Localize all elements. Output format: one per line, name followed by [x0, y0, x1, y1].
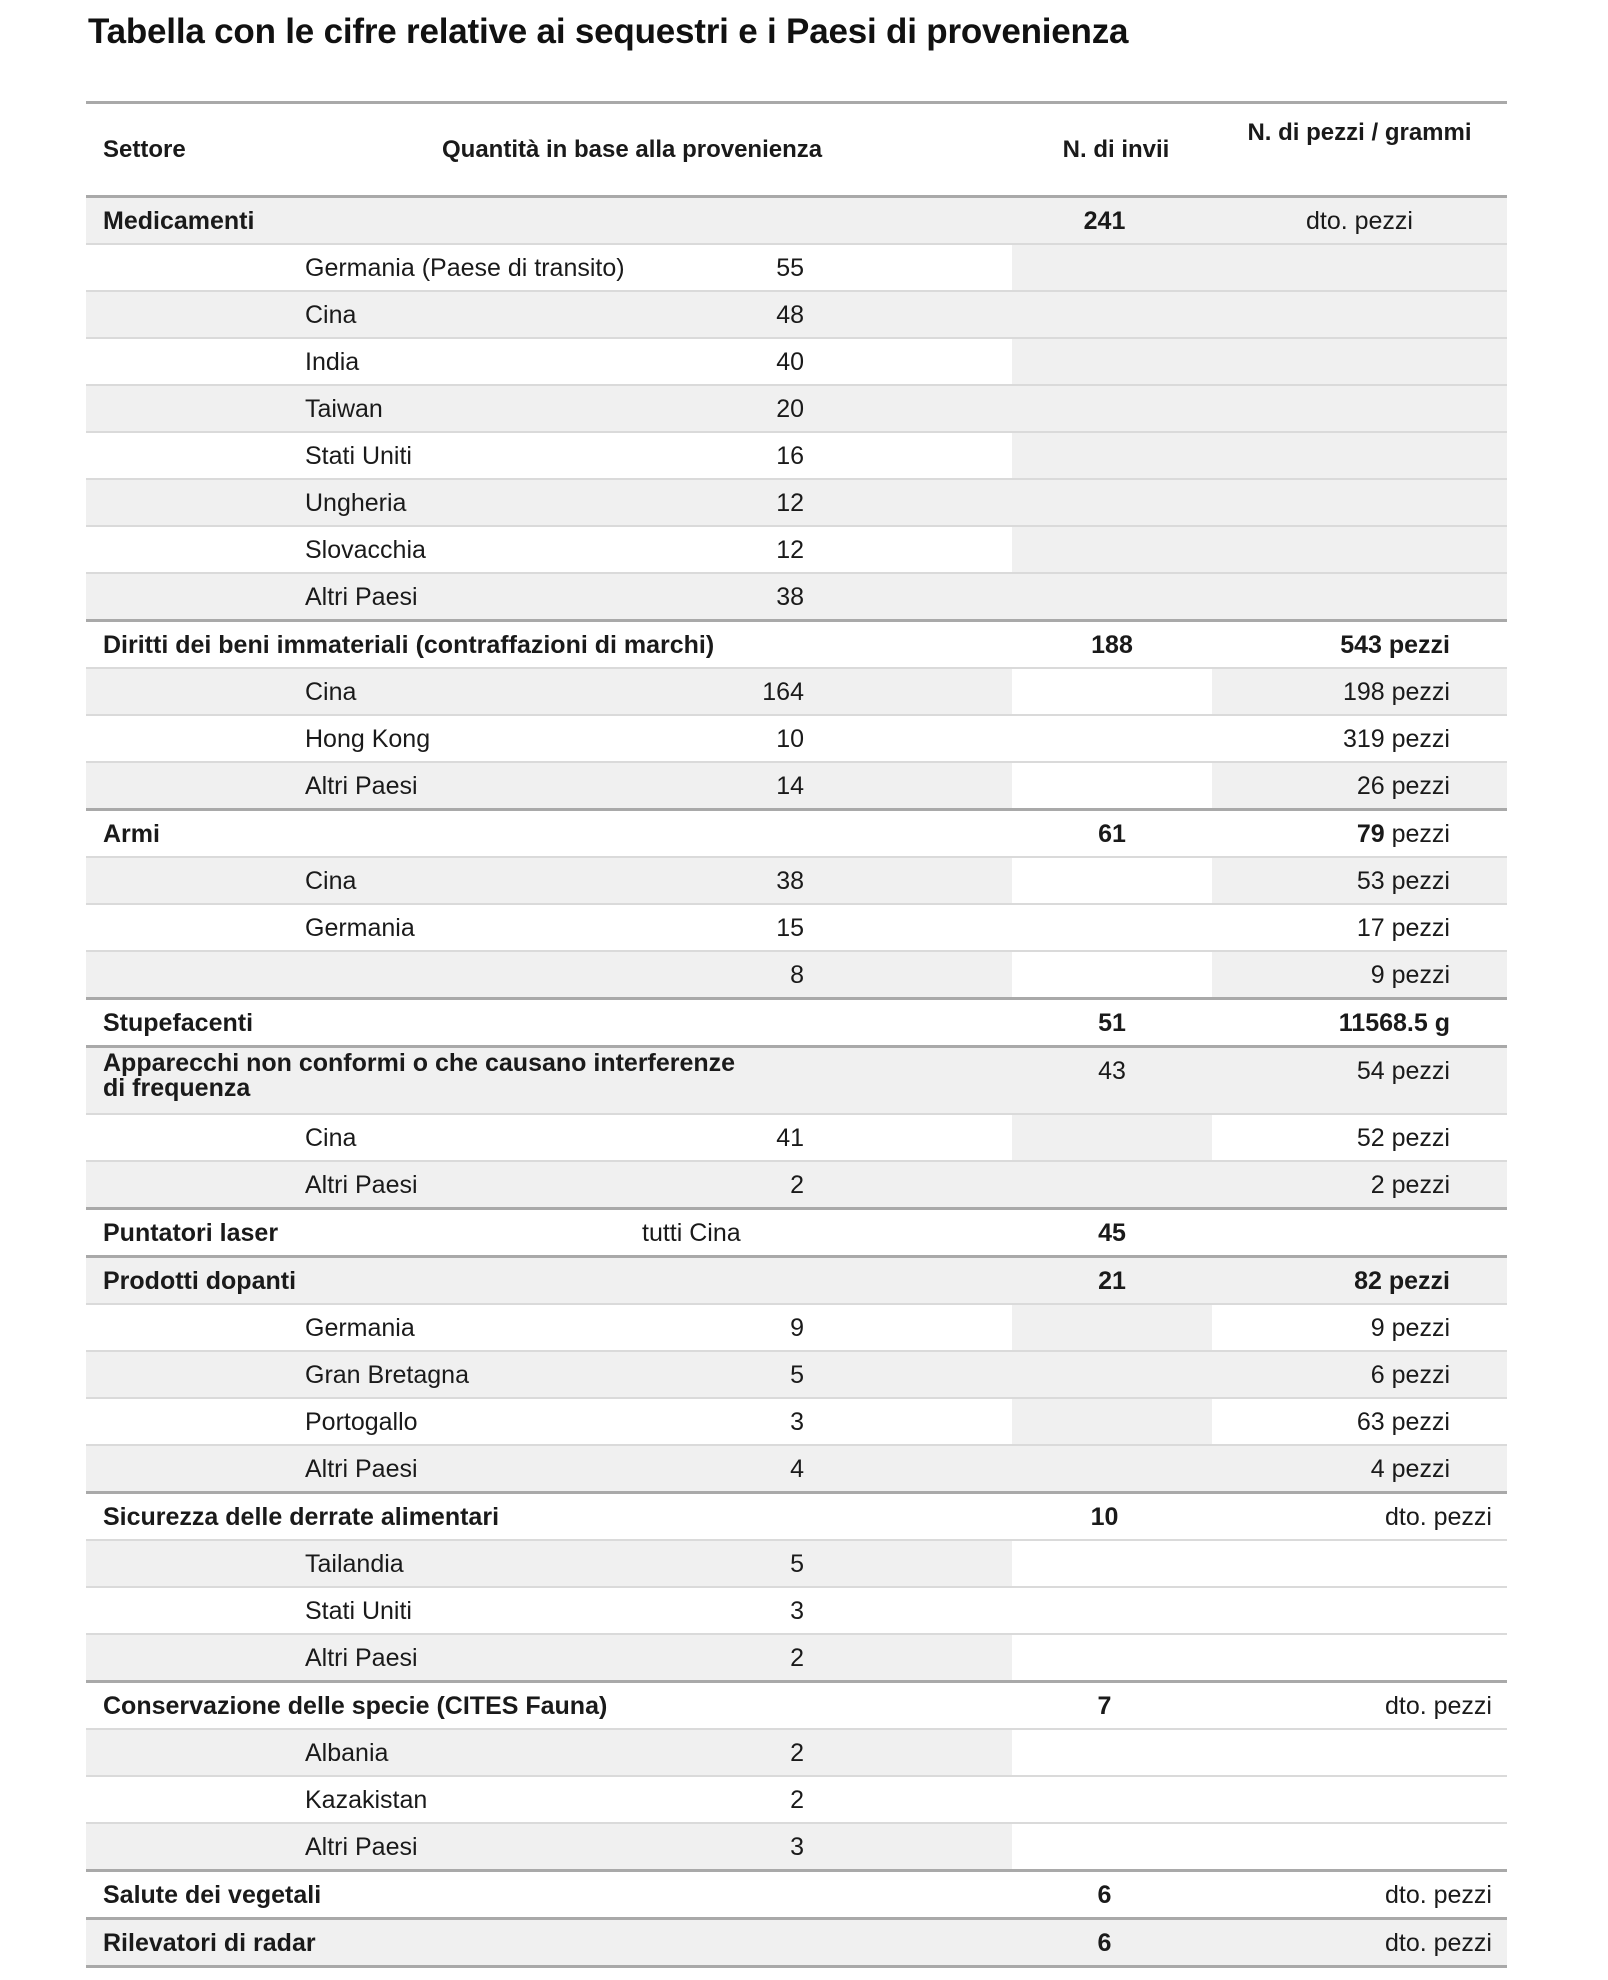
section-puntatori-laser	[86, 1210, 1507, 1258]
table-row	[86, 856, 1507, 903]
sector-label: Prodotti dopanti	[103, 1267, 297, 1295]
qty-value: 3	[790, 1408, 804, 1436]
invii-value: 43	[1098, 1057, 1126, 1085]
sector-cell	[86, 1210, 1012, 1255]
pezzi-number: 79	[1356, 820, 1385, 848]
page-title: Tabella con le cifre relative ai sequestri e i Paesi di provenienza	[88, 12, 1129, 51]
pezzi-cell	[1212, 1162, 1507, 1207]
sector-label: Puntatori laser	[103, 1219, 279, 1247]
table-row	[86, 290, 1507, 337]
country-cell	[86, 858, 1012, 903]
country-cell	[86, 433, 1012, 478]
invii-cell	[1012, 1446, 1212, 1491]
qty-value: 55	[776, 254, 804, 282]
table-row	[86, 761, 1507, 808]
country-cell	[86, 1777, 1012, 1822]
country-cell	[86, 1730, 1012, 1775]
country-label: Germania (Paese di transito)	[305, 254, 625, 282]
table-row	[86, 714, 1507, 761]
qty-value: 2	[790, 1786, 804, 1814]
invii-value: 61	[1098, 820, 1126, 848]
table-row	[86, 1822, 1507, 1869]
qty-value: 12	[776, 536, 804, 564]
table-row	[86, 478, 1507, 525]
table-row	[86, 525, 1507, 572]
sector-row	[86, 1494, 1507, 1539]
pezzi-cell	[1212, 1446, 1507, 1491]
country-label: Cina	[305, 1124, 357, 1152]
sector-row	[86, 1683, 1507, 1728]
sector-cell	[86, 811, 1012, 856]
qty-value: 2	[790, 1739, 804, 1767]
country-label: Cina	[305, 301, 357, 329]
sector-row	[86, 1000, 1507, 1045]
country-cell	[86, 1352, 1012, 1397]
invii-cell	[1012, 905, 1212, 950]
pezzi-value: 319 pezzi	[1342, 725, 1450, 753]
section-prodotti-dopanti	[86, 1258, 1507, 1494]
sector-label: Stupefacenti	[103, 1009, 254, 1037]
pezzi-value: dto. pezzi	[1384, 1503, 1492, 1531]
invii-value: 10	[1090, 1503, 1119, 1531]
section-diritti	[86, 622, 1507, 811]
invii-cell	[1012, 1399, 1212, 1444]
invii-value: 7	[1097, 1692, 1112, 1720]
sector-row	[86, 198, 1507, 243]
country-label: Altri Paesi	[305, 1171, 418, 1199]
pezzi-value: dto. pezzi	[1384, 1881, 1492, 1909]
country-label: Altri Paesi	[305, 583, 418, 611]
pezzi-cell	[1212, 198, 1507, 243]
sector-row	[86, 811, 1507, 856]
invii-cell	[1012, 1872, 1212, 1917]
invii-cell	[1012, 1920, 1212, 1965]
qty-value: 16	[776, 442, 804, 470]
pezzi-cell	[1212, 763, 1507, 808]
sector-cell	[86, 622, 1012, 667]
invii-cell	[1012, 1048, 1212, 1113]
seizures-table	[86, 101, 1507, 1968]
country-cell	[86, 527, 1012, 572]
pezzi-value: dto. pezzi	[1384, 1692, 1492, 1720]
country-label: Altri Paesi	[305, 1833, 418, 1861]
table-row	[86, 1113, 1507, 1160]
pezzi-cell	[1212, 858, 1507, 903]
pezzi-value: 2 pezzi	[1370, 1171, 1450, 1199]
qty-value: 5	[790, 1550, 804, 1578]
table-row	[86, 431, 1507, 478]
invii-cell	[1012, 1683, 1212, 1728]
pezzi-cell	[1212, 1683, 1507, 1728]
invii-cell	[1012, 763, 1212, 808]
table-row	[86, 903, 1507, 950]
invii-value: 241	[1083, 207, 1126, 235]
country-label: Altri Paesi	[305, 1644, 418, 1672]
sector-cell	[86, 1872, 1012, 1917]
section-sicurezza-derrate	[86, 1494, 1507, 1683]
invii-cell	[1012, 1210, 1212, 1255]
table-row	[86, 243, 1507, 290]
invii-value: 6	[1097, 1881, 1112, 1909]
pezzi-cell	[1212, 1494, 1507, 1539]
qty-value: 15	[776, 914, 804, 942]
table-row	[86, 1586, 1507, 1633]
sector-row	[86, 1872, 1507, 1917]
country-label: Kazakistan	[305, 1786, 428, 1814]
sector-cell	[86, 1920, 1012, 1965]
pezzi-cell	[1212, 905, 1507, 950]
invii-value: 51	[1098, 1009, 1126, 1037]
sector-cell	[86, 1258, 1012, 1303]
qty-value: 9	[790, 1314, 804, 1342]
pezzi-value: 63 pezzi	[1356, 1408, 1450, 1436]
qty-value: 3	[790, 1597, 804, 1625]
country-cell	[86, 1305, 1012, 1350]
qty-value: 48	[776, 301, 804, 329]
table-row	[86, 1397, 1507, 1444]
country-cell	[86, 1635, 1012, 1680]
pezzi-value: 198 pezzi	[1342, 678, 1450, 706]
section-armi	[86, 811, 1507, 1000]
qty-value: 5	[790, 1361, 804, 1389]
country-cell	[86, 1162, 1012, 1207]
country-label: Portogallo	[305, 1408, 418, 1436]
pezzi-value: 6 pezzi	[1370, 1361, 1450, 1389]
table-row	[86, 1444, 1507, 1491]
sector-row	[86, 1210, 1507, 1255]
column-header-invii: N. di invii	[1062, 136, 1170, 163]
country-label: Stati Uniti	[305, 442, 412, 470]
country-label: Germania	[305, 914, 415, 942]
pezzi-value	[1357, 820, 1450, 849]
pezzi-cell	[1212, 1000, 1507, 1045]
country-cell	[86, 339, 1012, 384]
column-header-settore: Settore	[103, 136, 186, 163]
sector-label: Sicurezza delle derrate alimentari	[103, 1503, 500, 1531]
pezzi-value: 4 pezzi	[1370, 1455, 1450, 1483]
qty-value: 164	[762, 678, 804, 706]
country-label: Gran Bretagna	[305, 1361, 469, 1389]
invii-cell	[1012, 198, 1212, 243]
qty-value: 8	[790, 961, 804, 989]
pezzi-cell	[1212, 811, 1507, 856]
invii-cell	[1012, 1494, 1212, 1539]
qty-value: 38	[776, 583, 804, 611]
pezzi-value: dto. pezzi	[1305, 207, 1413, 235]
invii-cell	[1012, 1352, 1212, 1397]
pezzi-value: 543 pezzi	[1340, 631, 1450, 659]
pezzi-cell	[1212, 669, 1507, 714]
country-label: Stati Uniti	[305, 1597, 412, 1625]
invii-cell	[1012, 858, 1212, 903]
qty-value: 38	[776, 867, 804, 895]
section-apparecchi	[86, 1048, 1507, 1210]
country-label: Cina	[305, 678, 357, 706]
invii-cell	[1012, 669, 1212, 714]
country-label: Germania	[305, 1314, 415, 1342]
sector-cell	[86, 1494, 1012, 1539]
qty-value: 40	[776, 348, 804, 376]
country-cell	[86, 1588, 1012, 1633]
table-row	[86, 1350, 1507, 1397]
country-cell	[86, 386, 1012, 431]
pezzi-cell	[1212, 1399, 1507, 1444]
table-header	[86, 101, 1507, 198]
country-cell	[86, 574, 1012, 619]
table-row	[86, 384, 1507, 431]
invii-cell	[1012, 1305, 1212, 1350]
sector-cell	[86, 1000, 1012, 1045]
sector-label: Armi	[103, 820, 160, 848]
table-row	[86, 572, 1507, 619]
country-cell	[86, 1446, 1012, 1491]
pezzi-value: 26 pezzi	[1356, 772, 1450, 800]
pezzi-cell	[1212, 1872, 1507, 1917]
table-row	[86, 1775, 1507, 1822]
section-rilevatori-radar	[86, 1920, 1507, 1968]
invii-cell	[1012, 811, 1212, 856]
invii-value: 6	[1097, 1929, 1112, 1957]
sector-label: Medicamenti	[103, 207, 255, 235]
country-cell	[86, 1541, 1012, 1586]
pezzi-cell	[1212, 716, 1507, 761]
column-header-pezzi: N. di pezzi / grammi	[1247, 119, 1472, 146]
country-cell	[86, 1115, 1012, 1160]
quantita-text: tutti Cina	[642, 1219, 741, 1247]
country-label: Ungheria	[305, 489, 407, 517]
sector-row	[86, 1258, 1507, 1303]
country-label: Cina	[305, 867, 357, 895]
invii-cell	[1012, 1115, 1212, 1160]
country-label: Tailandia	[305, 1550, 404, 1578]
section-salute-vegetali	[86, 1872, 1507, 1920]
pezzi-value: 17 pezzi	[1356, 914, 1450, 942]
pezzi-cell	[1212, 1048, 1507, 1113]
pezzi-value: 82 pezzi	[1354, 1267, 1450, 1295]
qty-value: 14	[776, 772, 804, 800]
country-cell	[86, 763, 1012, 808]
sector-row	[86, 622, 1507, 667]
invii-cell	[1012, 952, 1212, 997]
country-cell	[86, 905, 1012, 950]
invii-cell	[1012, 1162, 1212, 1207]
pezzi-cell	[1212, 1258, 1507, 1303]
country-label: Albania	[305, 1739, 389, 1767]
sector-row	[86, 1048, 1507, 1113]
sector-label: Salute dei vegetali	[103, 1881, 322, 1909]
qty-value: 12	[776, 489, 804, 517]
invii-value: 45	[1098, 1219, 1126, 1247]
country-cell	[86, 1399, 1012, 1444]
pezzi-cell	[1212, 1920, 1507, 1965]
table-row	[86, 667, 1507, 714]
invii-cell	[1012, 1258, 1212, 1303]
country-cell	[86, 245, 1012, 290]
country-label: Altri Paesi	[305, 772, 418, 800]
pezzi-cell	[1212, 1305, 1507, 1350]
sector-cell	[86, 198, 1012, 243]
pezzi-cell	[1212, 622, 1507, 667]
pezzi-cell	[1212, 1115, 1507, 1160]
country-label: Taiwan	[305, 395, 383, 423]
table-row	[86, 1728, 1507, 1775]
pezzi-cell	[1212, 952, 1507, 997]
sector-cell	[86, 1683, 1012, 1728]
country-cell	[86, 292, 1012, 337]
table-row	[86, 1303, 1507, 1350]
qty-value: 2	[790, 1644, 804, 1672]
sector-label: Rilevatori di radar	[103, 1929, 316, 1957]
pezzi-value: 52 pezzi	[1356, 1124, 1450, 1152]
country-cell	[86, 716, 1012, 761]
sector-row	[86, 1920, 1507, 1965]
country-cell	[86, 480, 1012, 525]
section-medicamenti	[86, 198, 1507, 622]
country-label: Altri Paesi	[305, 1455, 418, 1483]
qty-value: 41	[776, 1124, 804, 1152]
table-row	[86, 1539, 1507, 1586]
invii-value: 21	[1098, 1267, 1126, 1295]
qty-value: 4	[790, 1455, 804, 1483]
section-cites-fauna	[86, 1683, 1507, 1872]
column-header-quantita: Quantità in base alla provenienza	[442, 136, 823, 163]
sector-cell	[86, 1048, 1012, 1113]
pezzi-cell	[1212, 1210, 1507, 1255]
table-row	[86, 950, 1507, 997]
pezzi-value: 53 pezzi	[1356, 867, 1450, 895]
invii-value: 188	[1091, 631, 1133, 659]
qty-value: 3	[790, 1833, 804, 1861]
country-label: Hong Kong	[305, 725, 431, 753]
sector-label: Diritti dei beni immateriali (contraffazioni di marchi)	[103, 631, 715, 659]
table-row	[86, 337, 1507, 384]
pezzi-value: 9 pezzi	[1370, 961, 1450, 989]
pezzi-cell	[1212, 1352, 1507, 1397]
country-cell	[86, 669, 1012, 714]
pezzi-value: dto. pezzi	[1384, 1929, 1492, 1957]
qty-value: 20	[776, 395, 804, 423]
country-label: Slovacchia	[305, 536, 426, 564]
pezzi-value: 54 pezzi	[1356, 1057, 1450, 1085]
pezzi-value: 11568.5 g	[1338, 1009, 1450, 1037]
country-cell	[86, 1824, 1012, 1869]
sector-label: Apparecchi non conformi o che causano interferenze di frequenza	[103, 1049, 736, 1102]
pezzi-value: 9 pezzi	[1370, 1314, 1450, 1342]
invii-cell	[1012, 716, 1212, 761]
invii-cell	[1012, 1000, 1212, 1045]
invii-cell	[1012, 622, 1212, 667]
country-label: India	[305, 348, 360, 376]
qty-value: 10	[776, 725, 804, 753]
pezzi-unit: pezzi	[1391, 820, 1450, 848]
table-row	[86, 1160, 1507, 1207]
country-cell	[86, 952, 1012, 997]
sector-label: Conservazione delle specie (CITES Fauna)	[103, 1692, 608, 1720]
table-row	[86, 1633, 1507, 1680]
section-stupefacenti	[86, 1000, 1507, 1048]
qty-value: 2	[790, 1171, 804, 1199]
